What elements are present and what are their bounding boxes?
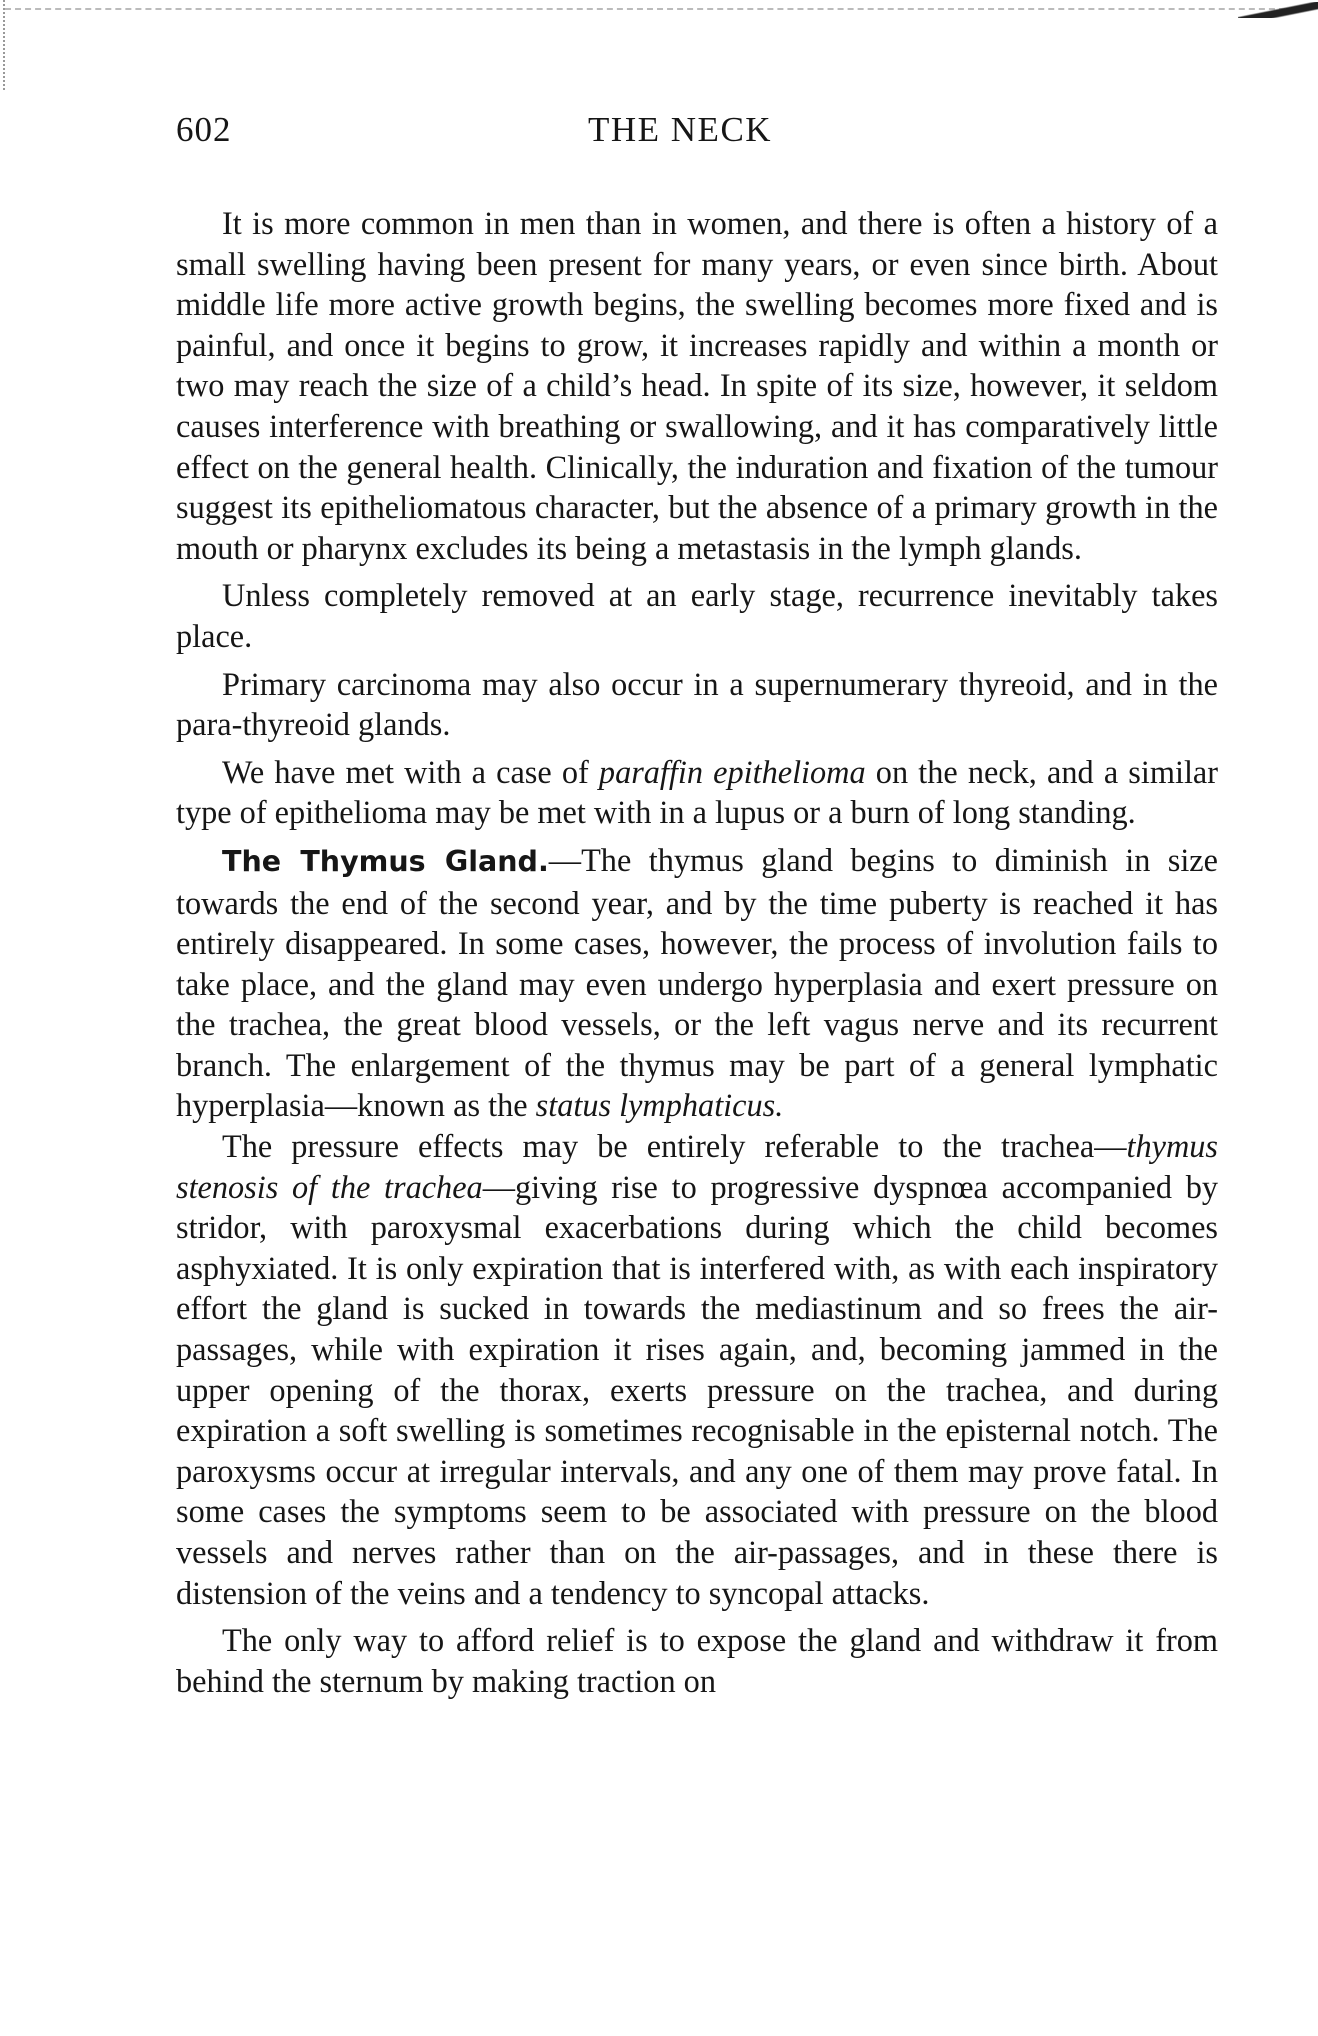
paragraph-5-text: —The thymus gland begins to diminish in size towards the end of the second year, and by the time puberty is reached it has entirely disappeared. In some cases, however, the process of involution fails to take place, and the gland may even undergo hyperplasia and exert pressure on the trachea, the great blood vessels, or the left vagus nerve and its recurrent branch. The enlargement of the thymus may be part of a general lymphatic hyperplasia—known as the — [176, 841, 1218, 1124]
paragraph-4 — [176, 752, 1218, 833]
paragraph-6-italic-term: thymus stenosis of the trachea — [176, 1128, 1218, 1205]
paragraph-4-text-after: on the neck, and a similar type of epithelioma may be met with in a lupus or a burn of long standing. — [176, 753, 1219, 831]
scan-top-edge — [5, 8, 1305, 10]
paragraph-7: The only way to afford relief is to expose the gland and withdraw it from behind the sternum by making traction on — [176, 1622, 1218, 1699]
paragraph-3: Primary carcinoma may also occur in a supernumerary thyreoid, and in the para-thyreoid glands. — [176, 665, 1218, 743]
paragraph-5-italic-term: status lymphaticus. — [535, 1087, 784, 1124]
paragraph-6 — [176, 1126, 1218, 1613]
running-title: THE NECK — [588, 110, 773, 149]
section-heading-thymus-gland: The Thymus Gland. — [222, 844, 549, 878]
paragraph-4-italic-term: paraffin epithelioma — [598, 753, 866, 790]
body-text — [176, 203, 1218, 1701]
page-number: 602 — [176, 110, 232, 149]
paragraph-6-text-after: —giving rise to progressive dyspnœa accompanied by stridor, with paroxysmal exacerbations during which the child becomes asphyxiated. It is only expiration that is interfered with, as with each inspiratory effort the gland is sucked in towards the mediastinum and so frees the air-passages, while with expiration it rises again, and, becoming jammed in the upper opening of the thorax, exerts pressure on the trachea, and during expiration a soft swelling is sometimes recognisable in the episternal notch. The paroxysms occur at irregular intervals, and any one of them may prove fatal. In some cases the symptoms seem to be associated with pressure on the blood vessels and nerves rather than on the air-passages, and in these there is distension of the veins and a tendency to syncopal attacks. — [176, 1168, 1218, 1611]
scan-left-edge — [3, 0, 5, 90]
paragraph-1: It is more common in men than in women, and there is often a history of a small swelling having been present for many years, or even since birth. About middle life more active growth begins, the swelling becomes more fixed and is painful, and once it begins to grow, it increases rapidly and within a month or two may reach the size of a child’s head. In spite of its size, however, it seldom causes interference with breathing or swallowing, and it has comparatively little effect on the general health. Clinically, the induration and fixation of the tumour suggest its epitheliomatous character, but the absence of a primary growth in the mouth or pharynx excludes its being a metastasis in the lymph glands. — [176, 205, 1218, 566]
paragraph-6-text-before: The pressure effects may be entirely referable to the trachea— — [222, 1128, 1127, 1165]
scan-corner-mark — [1238, 2, 1318, 18]
paragraph-5 — [176, 840, 1218, 1126]
paragraph-2: Unless completely removed at an early stage, recurrence inevitably takes place. — [176, 577, 1218, 654]
paragraph-4-text-before: We have met with a case of — [222, 753, 599, 790]
running-head — [176, 110, 1218, 160]
